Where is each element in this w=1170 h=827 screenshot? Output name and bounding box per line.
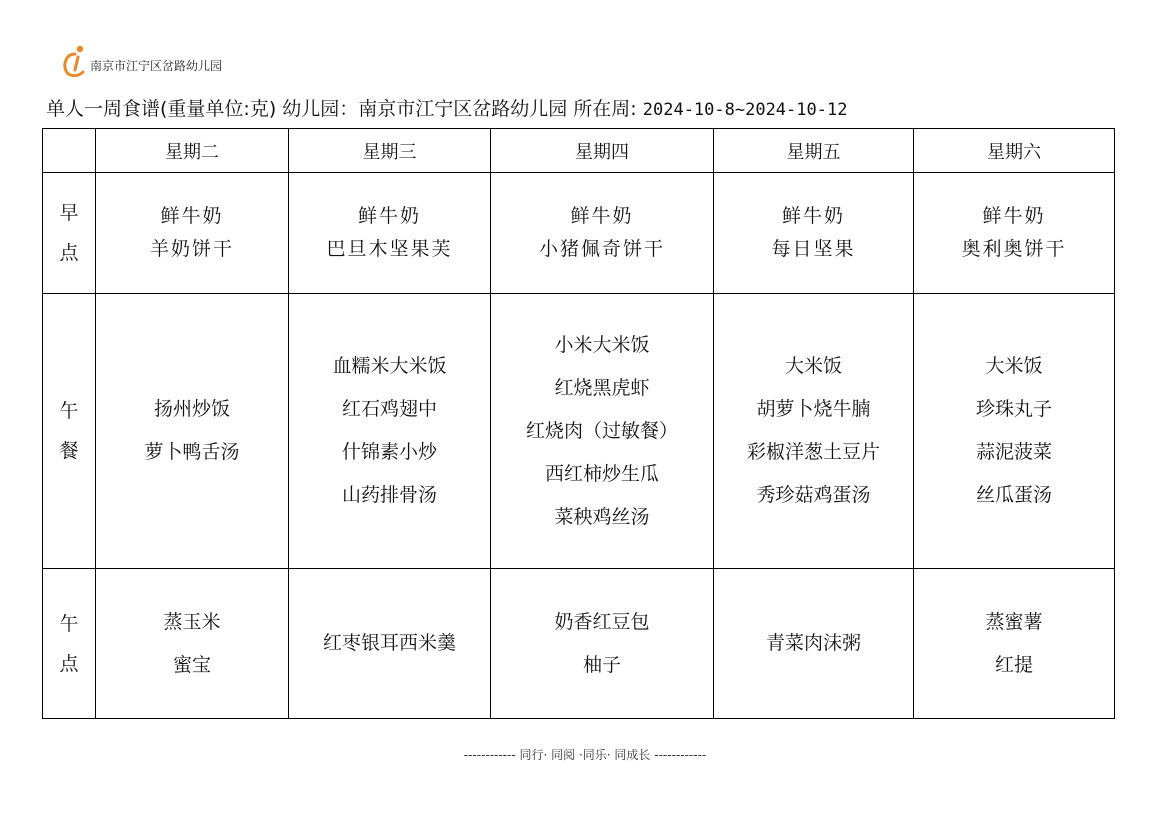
menu-cell [914,294,1115,569]
row-label-breakfast: 早 点 [43,173,96,294]
menu-cell [289,294,491,569]
menu-item: 每日坚果 [771,238,856,260]
menu-item: 红烧黑虎虾 [554,376,650,399]
menu-item: 蜜宝 [172,653,211,676]
menu-item: 山药排骨汤 [341,484,437,506]
menu-cell [714,173,914,294]
menu-cell [914,569,1115,719]
footer-text: 同行· 同阅 ·同乐· 同成长 [519,748,651,762]
menu-item: 珍珠丸子 [975,398,1052,420]
menu-item: 巴旦木坚果芙 [326,238,453,260]
breakfast-row [43,173,1115,294]
title-prefix: 单人一周食谱(重量单位:克) 幼儿园：南京市江宁区岔路幼儿园 所在周: [46,98,643,120]
menu-cell [96,569,289,719]
menu-cell [714,294,914,569]
menu-item: 什锦素小炒 [341,441,437,463]
menu-item: 鲜牛奶 [357,205,421,227]
menu-cell [491,173,714,294]
menu-item: 蒜泥菠菜 [975,441,1052,463]
menu-cell [289,569,491,719]
menu-item: 红烧肉（过敏餐） [525,419,678,442]
lunch-row [43,294,1115,569]
menu-cell [914,173,1115,294]
page-title [46,94,847,121]
date-range: 2024-10-8~2024-10-12 [642,100,848,120]
kindergarten-logo [62,44,222,78]
footer-dashes-right: ------------ [654,748,707,762]
menu-item: 红石鸡翅中 [341,398,437,420]
footer-slogan [0,746,1170,763]
menu-item: 奥利奥饼干 [961,238,1067,260]
menu-item: 萝卜鸭舌汤 [144,441,240,463]
logo-text: 南京市江宁区岔路幼儿园 [90,59,223,73]
menu-item: 胡萝卜烧牛腩 [756,398,871,420]
menu-item: 大米饭 [784,355,842,377]
menu-item: 羊奶饼干 [149,238,234,260]
corner-cell [43,129,96,173]
menu-cell [714,569,914,719]
menu-item: 红枣银耳西米羹 [322,632,456,654]
row-label-lunch: 午 餐 [43,294,96,569]
menu-item: 扬州炒饭 [153,398,230,420]
menu-cell [491,569,714,719]
menu-item: 青菜肉沫粥 [765,632,861,654]
menu-item: 大米饭 [985,355,1043,377]
menu-item: 柚子 [582,653,621,676]
menu-item: 血糯米大米饭 [332,355,447,377]
menu-cell [96,294,289,569]
day-header: 星期六 [914,129,1115,173]
menu-item: 鲜牛奶 [781,205,845,227]
day-header-row [43,129,1115,173]
day-header: 星期三 [289,129,491,173]
menu-item: 鲜牛奶 [160,205,224,227]
weekly-menu-table [42,128,1115,719]
menu-item: 丝瓜蛋汤 [975,484,1052,506]
menu-item: 小米大米饭 [554,333,650,356]
menu-cell [96,173,289,294]
day-header: 星期五 [714,129,914,173]
menu-item: 彩椒洋葱土豆片 [746,441,880,463]
day-header: 星期四 [491,129,714,173]
menu-item: 奶香红豆包 [554,610,650,633]
menu-item: 西红柿炒生瓜 [544,462,659,485]
menu-item: 秀珍菇鸡蛋汤 [756,484,871,506]
menu-cell [289,173,491,294]
logo-mark-icon [62,44,88,78]
menu-item: 蒸玉米 [163,610,221,633]
afternoon-snack-row [43,569,1115,719]
day-header: 星期二 [96,129,289,173]
menu-item: 鲜牛奶 [570,205,634,227]
row-label-afternoon-snack: 午 点 [43,569,96,719]
footer-dashes-left: ------------ [463,748,516,762]
menu-cell [491,294,714,569]
menu-item: 蒸蜜薯 [985,610,1043,633]
menu-item: 红提 [994,653,1033,676]
menu-item: 菜秧鸡丝汤 [554,505,650,528]
menu-item: 鲜牛奶 [982,205,1046,227]
menu-item: 小猪佩奇饼干 [538,238,665,260]
